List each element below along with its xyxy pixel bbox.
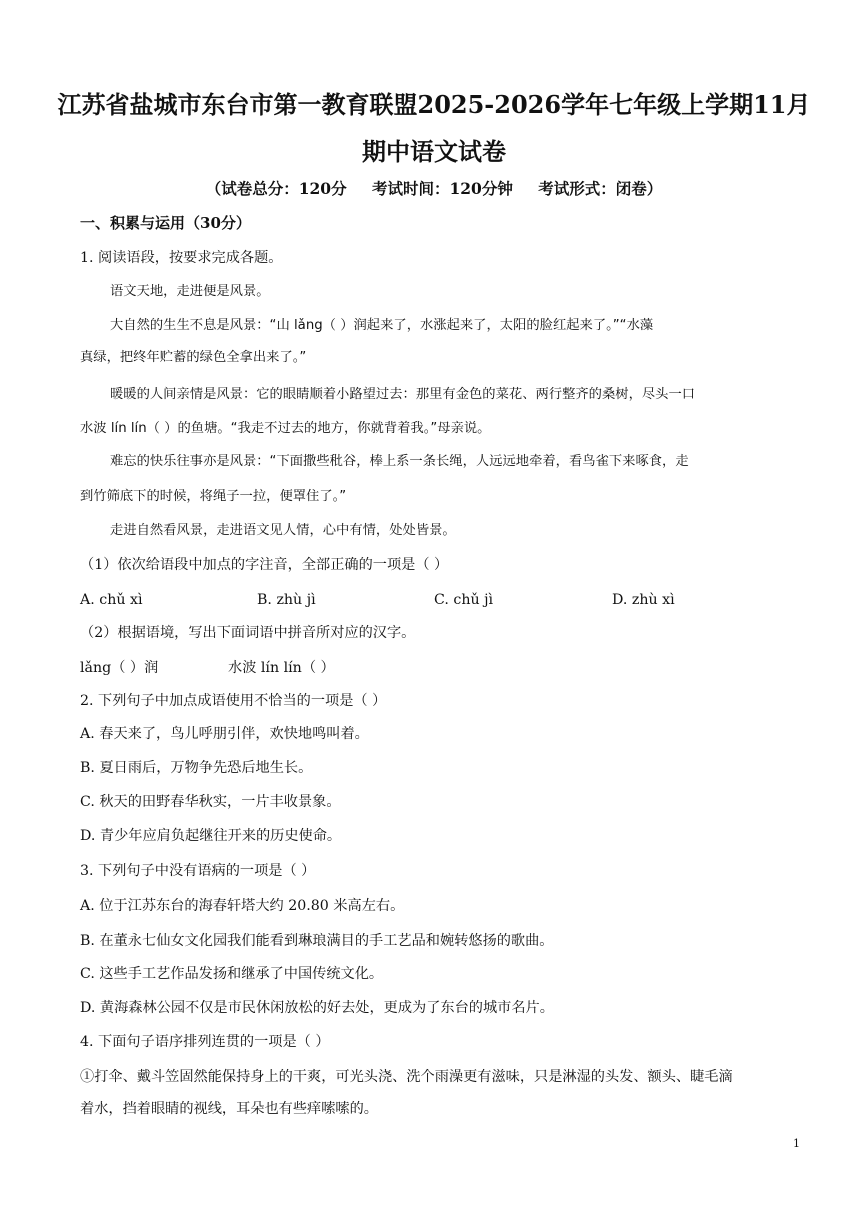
q3-option-c: C. 这些手工艺作品发扬和继承了中国传统文化。 xyxy=(80,966,384,982)
q1-paragraph-2a: 大自然的生生不息是风景：“山 lǎng（ ）润起来了，水涨起来了，太阳的脸红起来了。”“水藻 xyxy=(110,318,654,333)
q1-stem: 1. 阅读语段，按要求完成各题。 xyxy=(80,250,283,266)
option-d: D. zhù xì xyxy=(612,592,675,608)
q4-sentence-1b: 着水，挡着眼睛的视线，耳朵也有些痒嗦嗦的。 xyxy=(80,1101,378,1117)
q2-option-c: C. 秋天的田野春华秋实，一片丰收景象。 xyxy=(80,794,341,810)
exam-title-line1: 江苏省盐城市东台市第一教育联盟2025-2026学年七年级上学期11月 xyxy=(57,90,811,119)
exam-title-line2: 期中语文试卷 xyxy=(362,137,506,166)
q1-paragraph-4b: 到竹筛底下的时候，将绳子一拉，便罩住了。” xyxy=(80,489,347,504)
q2-stem: 2. 下列句子中加点成语使用不恰当的一项是（ ） xyxy=(80,693,387,709)
exam-form: 考试形式：闭卷） xyxy=(538,179,663,198)
q3-stem: 3. 下列句子中没有语病的一项是（ ） xyxy=(80,863,316,879)
q2-option-a: A. 春天来了，鸟儿呼朋引伴，欢快地鸣叫着。 xyxy=(80,726,369,742)
q3-option-b: B. 在董永七仙女文化园我们能看到琳琅满目的手工艺品和婉转悠扬的歌曲。 xyxy=(80,933,554,949)
q1-paragraph-3b: 水波 lín lín（ ）的鱼塘。“我走不过去的地方，你就背着我。”母亲说。 xyxy=(80,421,491,436)
q1-paragraph-4a: 难忘的快乐往事亦是风景：“下面撒些秕谷，棒上系一条长绳，人远远地牵着，看鸟雀下来啄食，走 xyxy=(110,454,689,469)
q1-paragraph-1: 语文天地，走进便是风景。 xyxy=(110,284,270,299)
section-heading: 一、积累与运用（30分） xyxy=(80,214,251,232)
q4-sentence-1a: ①打伞、戴斗笠固然能保持身上的干爽，可光头浇、洗个雨澡更有滋味，只是淋湿的头发、额头、睫毛滴 xyxy=(80,1069,733,1085)
exam-info xyxy=(40,177,828,201)
q3-option-a: A. 位于江苏东台的海春轩塔大约 20.80 米高左右。 xyxy=(80,898,405,914)
q1-sub2-stem: （2）根据语境，写出下面词语中拼音所对应的汉字。 xyxy=(80,625,416,641)
option-c: C. chǔ jì xyxy=(434,592,494,608)
q2-option-d: D. 青少年应肩负起继往开来的历史使命。 xyxy=(80,828,342,844)
page-number: 1 xyxy=(793,1137,800,1150)
q1-paragraph-5: 走进自然看风景，走进语文见人情，心中有情，处处皆景。 xyxy=(110,523,456,538)
exam-time: 考试时间：120分钟 xyxy=(371,179,513,198)
q2-option-b: B. 夏日雨后，万物争先恐后地生长。 xyxy=(80,760,313,776)
q4-stem: 4. 下面句子语序排列连贯的一项是（ ） xyxy=(80,1034,330,1050)
q3-option-d: D. 黄海森林公园不仅是市民休闲放松的好去处，更成为了东台的城市名片。 xyxy=(80,1000,554,1016)
blank-linlin: 水波 lín lín（ ） xyxy=(228,660,335,676)
blank-lang-run: lǎng（ ）润 xyxy=(80,660,159,676)
total-score: （试卷总分：120分 xyxy=(205,179,347,198)
option-b: B. zhù jì xyxy=(257,592,316,608)
q1-paragraph-3a: 暖暖的人间亲情是风景：它的眼睛顺着小路望过去：那里有金色的菜花、两行整齐的桑树，尽头一口 xyxy=(110,387,696,402)
q1-paragraph-2b: 真绿，把终年贮蓄的绿色全拿出来了。” xyxy=(80,350,307,365)
q1-sub1-stem: （1）依次给语段中加点的字注音，全部正确的一项是（ ） xyxy=(80,557,449,573)
option-a: A. chǔ xì xyxy=(80,592,143,608)
